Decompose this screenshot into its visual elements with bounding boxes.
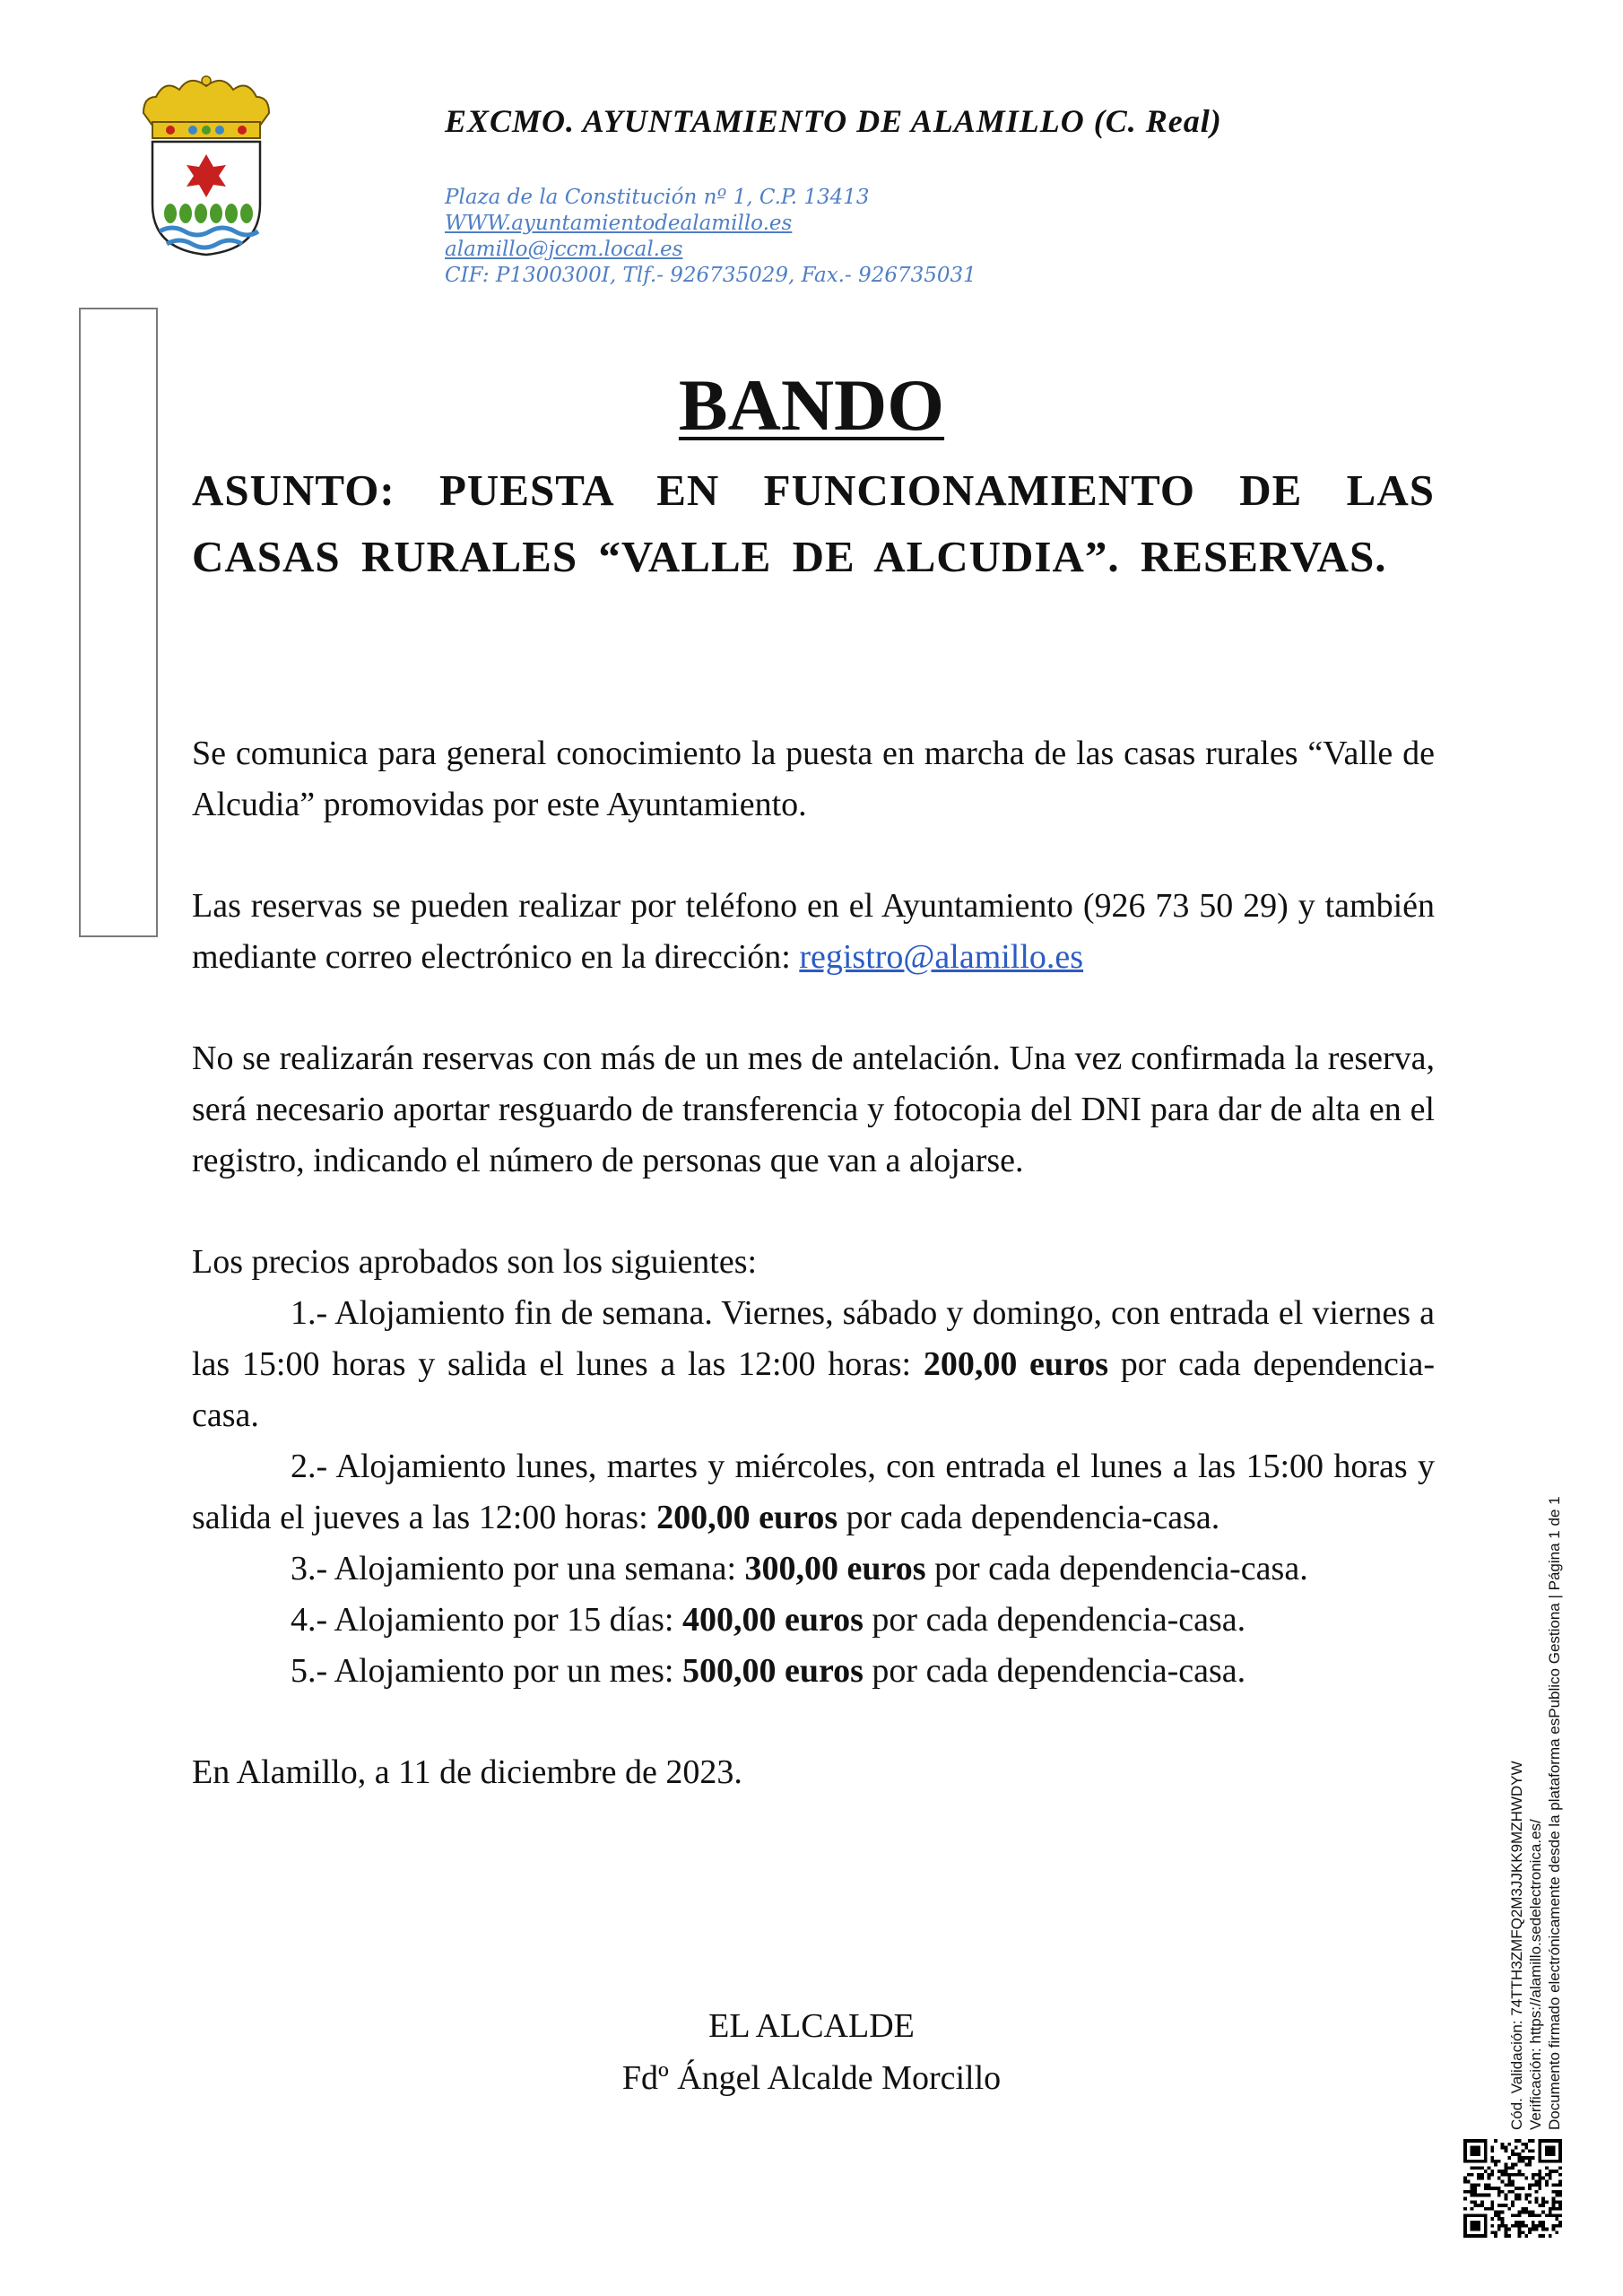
cif-phone-line: CIF: P1300300I, Tlf.- 926735029, Fax.- 926735031 [445, 264, 976, 287]
price-amount: 400,00 euros [681, 1601, 864, 1639]
qr-code-icon [1463, 2139, 1562, 2238]
price-item [192, 1595, 1435, 1646]
price-item [192, 1288, 1435, 1441]
price-item-suffix: por cada dependencia-casa. [863, 1652, 1246, 1690]
price-item-suffix: por cada dependencia-casa. [925, 1550, 1308, 1587]
document-title [0, 363, 1623, 448]
subject-heading: ASUNTO: PUESTA EN FUNCIONAMIENTO DE LAS CASAS RURALES “VALLE DE ALCUDIA”. RESERVAS. [192, 465, 1435, 581]
price-item [192, 1646, 1435, 1697]
price-item-text: 1.- Alojamiento fin de semana. Viernes, sábado y domingo, con entrada el viernes a las 15:00 horas y salida el lunes a las 12:00 horas: [192, 1294, 1435, 1383]
price-amount: 500,00 euros [681, 1652, 864, 1690]
website-link[interactable]: WWW.ayuntamientodealamillo.es [445, 212, 793, 235]
date-line: En Alamillo, a 11 de diciembre de 2023. [192, 1753, 742, 1791]
contact-block [445, 185, 976, 289]
price-item-suffix: por cada dependencia-casa. [838, 1499, 1220, 1536]
document-body [192, 728, 1435, 1798]
paragraph-conditions: No se realizarán reservas con más de un mes de antelación. Una vez confirmada la reserva, será necesario aportar resguardo de transferencia y fotocopia del DNI para dar de alta en el registro, indicando el número de personas que van a alojarse. [192, 1039, 1435, 1179]
signature-block [0, 2000, 1623, 2104]
validation-code: Cód. Validación: 74TTH3ZMFQ2M3JJKK9MZHWDYW [1508, 1761, 1525, 2130]
price-item-text: 2.- Alojamiento lunes, martes y miércoles, con entrada el lunes a las 15:00 horas y salida el jueves a las 12:00 horas: [192, 1448, 1435, 1536]
email-link[interactable]: alamillo@jccm.local.es [445, 238, 683, 261]
address-line: Plaza de la Constitución nº 1, C.P. 13413 [445, 186, 870, 209]
crown-icon [143, 76, 269, 138]
paragraph-reservations [192, 881, 1435, 983]
price-amount: 200,00 euros [923, 1345, 1109, 1383]
price-item [192, 1441, 1435, 1544]
registro-email-link[interactable]: registro@alamillo.es [799, 938, 1084, 976]
price-amount: 300,00 euros [744, 1550, 926, 1587]
validation-url[interactable]: Verificación: https://alamillo.sedelectronica.es/ [1527, 1819, 1544, 2130]
prices-intro: Los precios aprobados son los siguientes: [192, 1243, 758, 1281]
price-amount: 200,00 euros [656, 1499, 838, 1536]
validation-stamp [1507, 1496, 1564, 2130]
signature-role: EL ALCALDE [708, 2007, 915, 2045]
price-item-text: 3.- Alojamiento por una semana: [291, 1550, 745, 1587]
organization-name: EXCMO. AYUNTAMIENTO DE ALAMILLO (C. Real) [445, 103, 1222, 139]
price-item-suffix: por cada dependencia-casa. [863, 1601, 1246, 1639]
validation-note: Documento firmado electrónicamente desde la plataforma esPublico Gestiona | Página 1 de 1 [1546, 1496, 1563, 2130]
price-item-text: 4.- Alojamiento por 15 días: [291, 1601, 682, 1639]
reservations-text: Las reservas se pueden realizar por teléfono en el Ayuntamiento (926 73 50 29) y también mediante correo electrónico en la dirección: [192, 887, 1435, 976]
price-item [192, 1544, 1435, 1595]
coat-of-arms-logo [126, 70, 287, 257]
signature-name: Fdº Ángel Alcalde Morcillo [621, 2059, 1002, 2097]
price-item-text: 5.- Alojamiento por un mes: [291, 1652, 682, 1690]
price-item-suffix: por cada dependencia-casa. [192, 1345, 1436, 1434]
title-text: BANDO [678, 364, 945, 446]
paragraph-announcement: Se comunica para general conocimiento la puesta en marcha de las casas rurales “Valle de Alcudia” promovidas por este Ayuntamiento. [192, 735, 1435, 823]
